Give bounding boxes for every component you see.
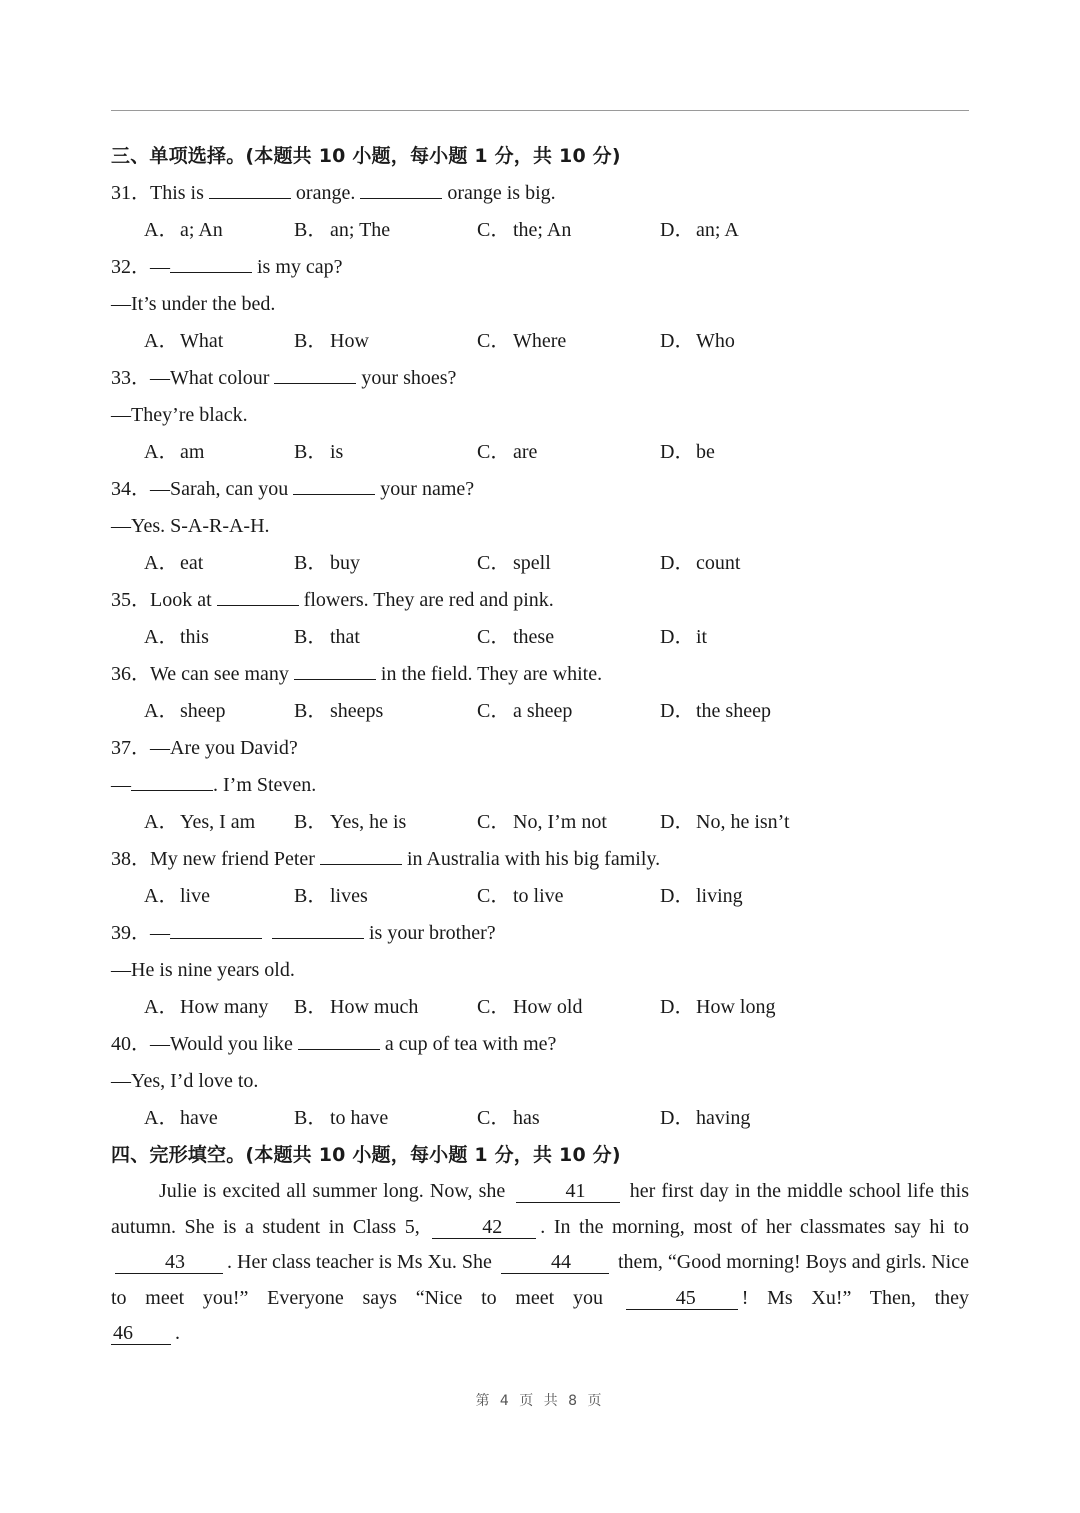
- answer-blank: [170, 252, 252, 273]
- answer-blank: [360, 178, 442, 199]
- answer-blank: [272, 918, 364, 939]
- option-a: A．am: [144, 441, 205, 463]
- options-38: [111, 878, 969, 915]
- option-c: C． spell: [477, 552, 551, 574]
- option-d: D．be: [660, 441, 715, 463]
- option-d: D．it: [660, 626, 708, 648]
- option-d: D．No, he isn’t: [660, 811, 790, 833]
- option-d: D．count: [660, 552, 741, 574]
- answer-blank: [170, 918, 262, 939]
- option-a: A．How many: [144, 996, 269, 1018]
- option-b: B． that: [294, 626, 360, 648]
- options-35: [111, 619, 969, 656]
- page-content: [111, 138, 969, 1352]
- question-32: 32．— is my cap?: [111, 249, 969, 286]
- header-rule: [111, 110, 969, 111]
- option-c: C． No, I’m not: [477, 811, 607, 833]
- options-33: [111, 434, 969, 471]
- cloze-gap-44: 44: [501, 1251, 609, 1274]
- option-d: D．an; A: [660, 219, 739, 241]
- cloze-gap-45: 45: [626, 1287, 738, 1310]
- option-c: C． these: [477, 626, 555, 648]
- reply-37: — . I’m Steven.: [111, 767, 969, 804]
- option-c: C． How old: [477, 996, 583, 1018]
- cloze-passage: Julie is excited all summer long. Now, she 41 her first day in the middle school life this autumn. She is a student in Class 5, 42 . In the morning, most of her classmates say hi to 43 . Her class teacher is Ms Xu. She 44 them, “Good morning! Boys and girls. Nice to meet you!” Everyone says “Nice to meet you 45 ! Ms Xu!” Then, they 46 .: [111, 1180, 970, 1344]
- options-39: [111, 989, 969, 1026]
- question-31: 31．This is orange. orange is big.: [111, 175, 969, 212]
- question-39: 39．— is your brother?: [111, 915, 969, 952]
- question-35: 35．Look at flowers. They are red and pink.: [111, 582, 969, 619]
- option-b: B． is: [294, 441, 344, 463]
- cloze-gap-43: 43: [115, 1251, 223, 1274]
- answer-blank: [298, 1029, 380, 1050]
- option-a: A．a; An: [144, 219, 223, 241]
- option-b: B． Yes, he is: [294, 811, 407, 833]
- reply-33: —They’re black.: [111, 404, 248, 426]
- option-b: B． lives: [294, 885, 368, 907]
- option-a: A．have: [144, 1107, 218, 1129]
- option-b: B． buy: [294, 552, 360, 574]
- cloze-gap-46: 46: [111, 1322, 171, 1345]
- option-c: C． has: [477, 1107, 540, 1129]
- question-38: 38．My new friend Peter in Australia with his big family.: [111, 841, 969, 878]
- option-b: B． to have: [294, 1107, 389, 1129]
- option-b: B． an; The: [294, 219, 391, 241]
- reply-34: —Yes. S-A-R-A-H.: [111, 515, 270, 537]
- option-c: C． Where: [477, 330, 567, 352]
- answer-blank: [293, 474, 375, 495]
- option-c: C． to live: [477, 885, 564, 907]
- options-40: [111, 1100, 969, 1137]
- options-37: [111, 804, 969, 841]
- answer-blank: [274, 363, 356, 384]
- cloze-gap-41: 41: [516, 1180, 620, 1203]
- answer-blank: [294, 659, 376, 680]
- option-b: B． How much: [294, 996, 419, 1018]
- option-d: D．having: [660, 1107, 751, 1129]
- option-c: C． are: [477, 441, 538, 463]
- options-31: [111, 212, 969, 249]
- reply-39: —He is nine years old.: [111, 959, 295, 981]
- answer-blank: [209, 178, 291, 199]
- option-c: C． the; An: [477, 219, 572, 241]
- option-d: D．Who: [660, 330, 735, 352]
- option-b: B． How: [294, 330, 369, 352]
- reply-32: —It’s under the bed.: [111, 293, 276, 315]
- option-b: B． sheeps: [294, 700, 384, 722]
- option-a: A．eat: [144, 552, 204, 574]
- option-a: A．Yes, I am: [144, 811, 256, 833]
- question-33: 33．—What colour your shoes?: [111, 360, 969, 397]
- answer-blank: [320, 844, 402, 865]
- options-34: [111, 545, 969, 582]
- option-d: D．the sheep: [660, 700, 771, 722]
- options-36: [111, 693, 969, 730]
- option-a: A．this: [144, 626, 209, 648]
- question-40: 40．—Would you like a cup of tea with me?: [111, 1026, 969, 1063]
- question-36: 36．We can see many in the field. They are white.: [111, 656, 969, 693]
- option-a: A．live: [144, 885, 210, 907]
- option-d: D．living: [660, 885, 743, 907]
- answer-blank: [217, 585, 299, 606]
- section-title: 四、完形填空。(本题共 10 小题，每小题 1 分，共 10 分): [111, 1144, 621, 1166]
- option-c: C． a sheep: [477, 700, 573, 722]
- question-34: 34．—Sarah, can you your name?: [111, 471, 969, 508]
- question-37: 37．—Are you David?: [111, 737, 298, 759]
- reply-40: —Yes, I’d love to.: [111, 1070, 259, 1092]
- option-d: D．How long: [660, 996, 776, 1018]
- answer-blank: [131, 770, 213, 791]
- option-a: A．sheep: [144, 700, 226, 722]
- page-number: 第 4 页 共 8 页: [475, 1393, 605, 1409]
- cloze-gap-42: 42: [432, 1216, 536, 1239]
- section-title: 三、单项选择。(本题共 10 小题，每小题 1 分，共 10 分): [111, 145, 621, 167]
- option-a: A．What: [144, 330, 224, 352]
- options-32: [111, 323, 969, 360]
